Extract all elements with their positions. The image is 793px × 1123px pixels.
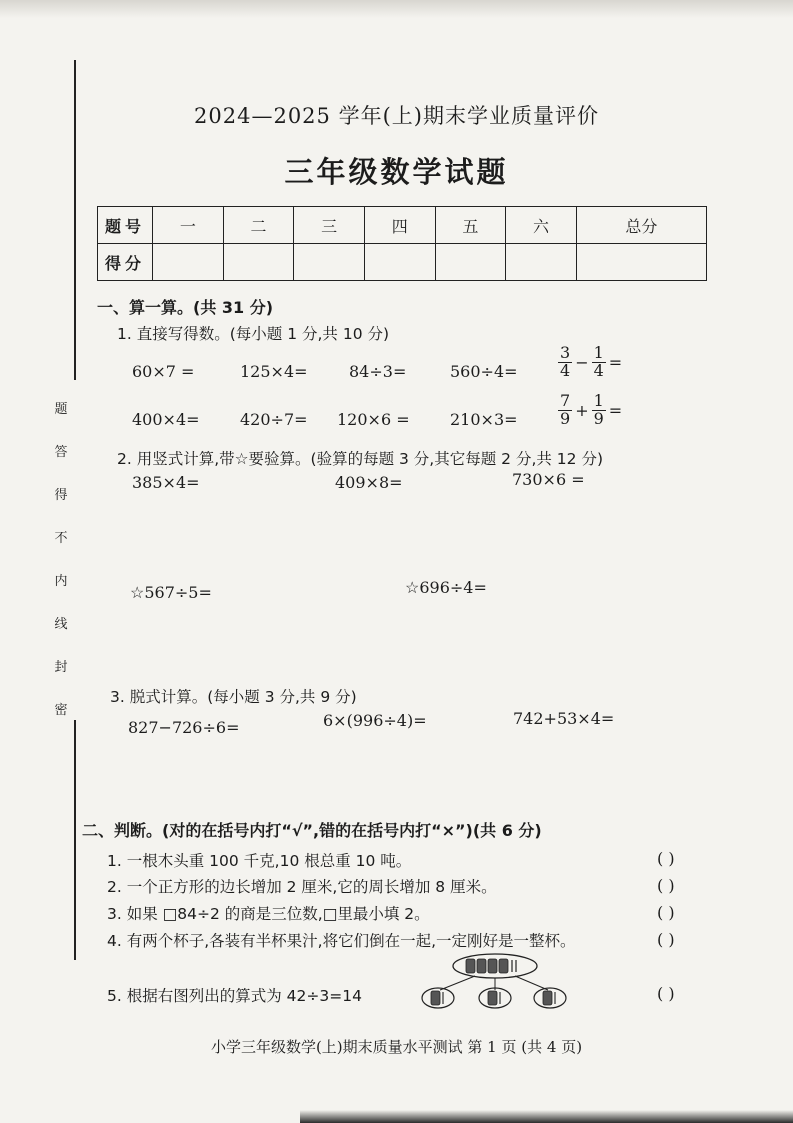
answer-parentheses[interactable]: ( ) (657, 876, 675, 895)
q1-fraction-expression (555, 393, 622, 428)
numerator: 1 (593, 391, 604, 410)
q1-expression: 120×6 = (337, 410, 410, 429)
score-cell: 总分 (576, 207, 706, 244)
numerator: 1 (593, 343, 604, 362)
q2-expression: ☆696÷4= (405, 578, 487, 597)
denominator: 9 (593, 408, 604, 428)
fraction (592, 345, 606, 380)
answer-parentheses[interactable]: ( ) (657, 984, 675, 1003)
q2-prompt: 2. 用竖式计算,带☆要验算。(验算的每题 3 分,其它每题 2 分,共 12 分) (117, 450, 603, 468)
q1-fraction-expression (555, 345, 622, 380)
q1-expression: 560÷4= (450, 362, 518, 381)
exam-subtitle: 三年级数学试题 (284, 155, 509, 189)
score-table (97, 206, 707, 281)
q1-expression: 125×4= (240, 362, 308, 381)
binding-char: 得 (54, 488, 68, 503)
score-cell: 五 (435, 207, 506, 244)
binding-notice (52, 398, 70, 718)
q2-expression: 730×6 = (512, 470, 585, 489)
q1-expression: 60×7 = (132, 362, 195, 381)
binding-char: 不 (54, 531, 68, 546)
equals-sign: = (608, 352, 623, 372)
numerator: 3 (560, 343, 571, 362)
score-cell: 一 (153, 207, 224, 244)
q3-expression: 827−726÷6= (128, 718, 240, 737)
fraction (558, 393, 572, 428)
score-cell: 得分 (98, 244, 153, 281)
judgement-item: 3. 如果 □84÷2 的商是三位数,□里最小填 2。 (107, 905, 430, 923)
judgement-item: 2. 一个正方形的边长增加 2 厘米,它的周长增加 8 厘米。 (107, 878, 497, 896)
binding-line-bottom (74, 720, 76, 960)
score-cell: 题号 (98, 207, 153, 244)
q3-prompt: 3. 脱式计算。(每小题 3 分,共 9 分) (110, 688, 357, 706)
score-cell: 四 (364, 207, 435, 244)
exam-title: 2024—2025 学年(上)期末学业质量评价 (194, 104, 599, 128)
score-cell: 六 (506, 207, 577, 244)
numerator: 7 (560, 391, 571, 410)
score-input-cell[interactable] (506, 244, 577, 281)
answer-parentheses[interactable]: ( ) (657, 903, 675, 922)
q3-expression: 742+53×4= (513, 709, 615, 728)
judgement-item: 5. 根据右图列出的算式为 42÷3=14 (107, 987, 362, 1005)
answer-parentheses[interactable]: ( ) (657, 930, 675, 949)
q1-expression: 420÷7= (240, 410, 308, 429)
score-cell: 三 (294, 207, 365, 244)
binding-char: 题 (54, 402, 68, 417)
score-input-cell[interactable] (435, 244, 506, 281)
score-table-score-row (98, 244, 707, 281)
q1-expression: 84÷3= (349, 362, 407, 381)
judgement-item: 4. 有两个杯子,各装有半杯果汁,将它们倒在一起,一定刚好是一整杯。 (107, 932, 576, 950)
binding-char: 封 (54, 660, 68, 675)
score-cell: 二 (223, 207, 294, 244)
score-table-header-row (98, 207, 707, 244)
q2-expression: 385×4= (132, 473, 200, 492)
score-input-cell[interactable] (223, 244, 294, 281)
q2-expression: 409×8= (335, 473, 403, 492)
section2-heading: 二、判断。(对的在括号内打“√”,错的在括号内打“×”)(共 6 分) (82, 821, 542, 840)
binding-char: 线 (54, 617, 68, 632)
section1-heading: 一、算一算。(共 31 分) (97, 298, 274, 317)
page-top-shadow (0, 0, 793, 18)
q1-expression: 210×3= (450, 410, 518, 429)
score-input-cell[interactable] (294, 244, 365, 281)
bead-grouping-illustration (420, 952, 570, 1012)
operator: + (575, 400, 589, 420)
equals-sign: = (608, 400, 623, 420)
q1-expression: 400×4= (132, 410, 200, 429)
binding-char: 密 (54, 703, 68, 718)
q1-prompt: 1. 直接写得数。(每小题 1 分,共 10 分) (117, 325, 390, 343)
page-footer: 小学三年级数学(上)期末质量水平测试 第 1 页 (共 4 页) (210, 1038, 583, 1056)
fraction (592, 393, 606, 428)
score-input-cell[interactable] (576, 244, 706, 281)
q2-expression: ☆567÷5= (130, 583, 212, 602)
binding-char: 答 (54, 445, 68, 460)
q3-expression: 6×(996÷4)= (323, 711, 427, 730)
denominator: 4 (593, 360, 604, 380)
denominator: 4 (560, 360, 571, 380)
score-input-cell[interactable] (364, 244, 435, 281)
judgement-item: 1. 一根木头重 100 千克,10 根总重 10 吨。 (107, 852, 412, 870)
page-bottom-shadow (300, 1110, 793, 1123)
binding-char: 内 (54, 574, 68, 589)
score-input-cell[interactable] (153, 244, 224, 281)
fraction (558, 345, 572, 380)
answer-parentheses[interactable]: ( ) (657, 849, 675, 868)
denominator: 9 (560, 408, 571, 428)
operator: − (575, 352, 589, 372)
